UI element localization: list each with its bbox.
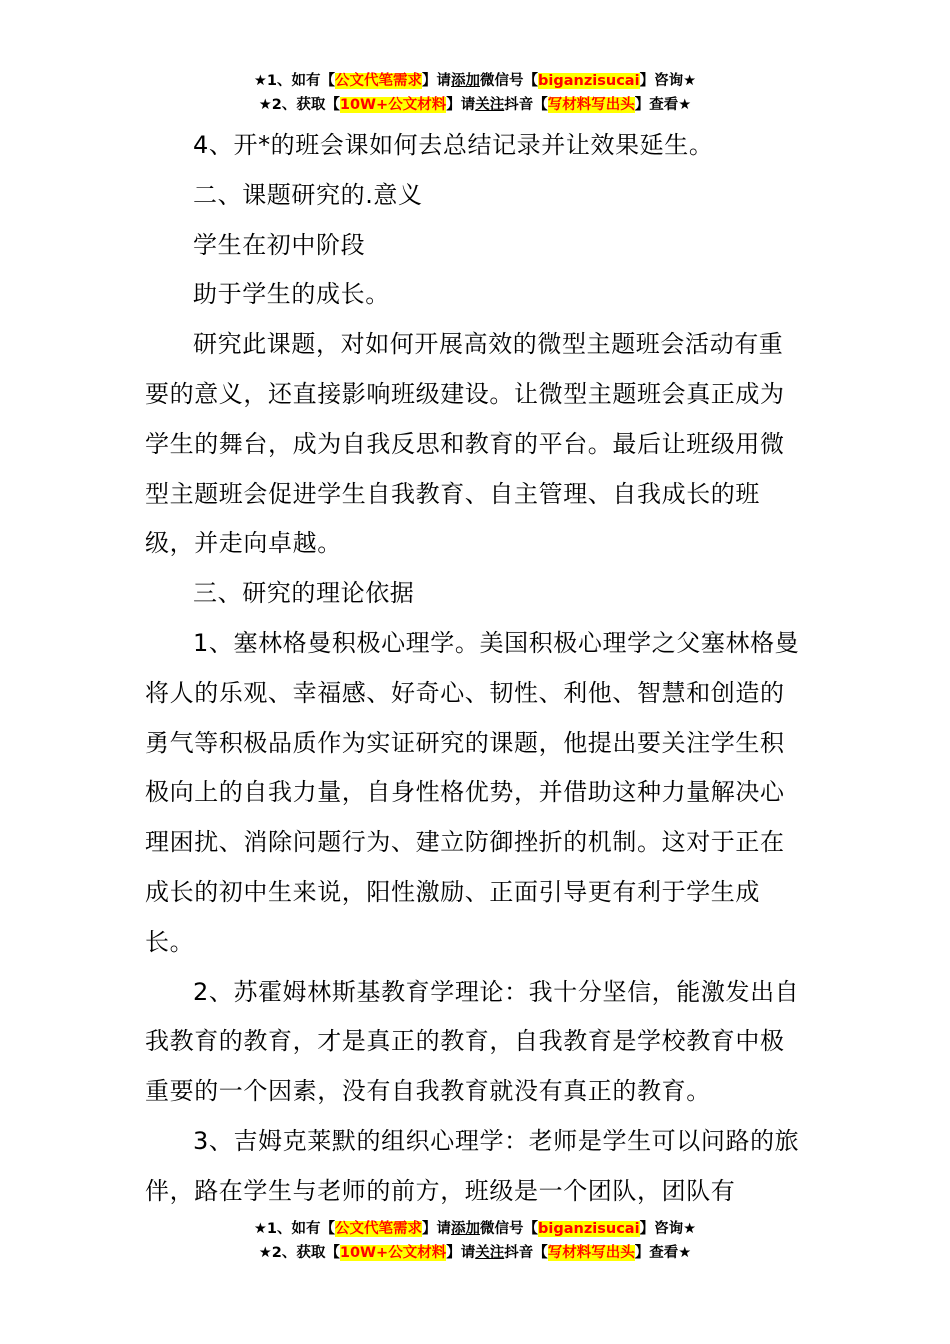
banner-line-1: ★1、如有【公文代笔需求】请添加微信号【biganzisucai】咨询★ — [253, 73, 697, 89]
banner-highlight: 写材料写出头 — [547, 1245, 635, 1261]
paragraph: 研究此课题，对如何开展高效的微型主题班会活动有重要的意义，还直接影响班级建设。让微型主题班会真正成为学生的舞台，成为自我反思和教育的平台。最后让班级用微型主题班会促进学生自我教育、自主管理、自我成长的班级，并走向卓越。 — [145, 330, 785, 558]
paragraph: 4、开*的班会课如何去总结记录并让效果延生。 — [193, 131, 714, 159]
paragraph: 学生在初中阶段 — [193, 230, 366, 259]
paragraph: 1、塞林格曼积极心理学。美国积极心理学之父塞林格曼将人的乐观、幸福感、好奇心、韧性、利他、智慧和创造的勇气等积极品质作为实证研究的课题，他提出要关注学生积极向上的自我力量，自身性格优势，并借助这种力量解决心理困扰、消除问题行为、建立防御挫折的机制。这对于正在成长的初中生来说，阳性激励、正面引导更有利于学生成长。 — [145, 628, 800, 956]
banner-highlight: 公文代笔需求 — [335, 1221, 423, 1237]
paragraph: 3、吉姆克莱默的组织心理学：老师是学生可以问路的旅伴，路在学生与老师的前方，班级是一个团队，团队有 — [145, 1126, 800, 1205]
banner-highlight: 10W+公文材料 — [339, 1245, 447, 1261]
banner-line-2: ★2、获取【10W+公文材料】请关注抖音【写材料写出头】查看★ — [258, 97, 692, 113]
banner-highlight: 写材料写出头 — [547, 97, 635, 113]
paragraph: 2、苏霍姆林斯基教育学理论：我十分坚信，能激发出自我教育的教育，才是真正的教育，自我教育是学校教育中极重要的一个因素，没有自我教育就没有真正的教育。 — [145, 977, 800, 1106]
footer-banner — [0, 1217, 950, 1265]
banner-highlight: 10W+公文材料 — [339, 97, 447, 113]
paragraph: 助于学生的成长。 — [193, 280, 390, 309]
banner-highlight: 公文代笔需求 — [335, 73, 423, 89]
banner-line-1: ★1、如有【公文代笔需求】请添加微信号【biganzisucai】咨询★ — [253, 1221, 697, 1237]
section-heading: 二、课题研究的.意义 — [193, 180, 423, 209]
banner-highlight: biganzisucai — [538, 1221, 640, 1237]
banner-line-2: ★2、获取【10W+公文材料】请关注抖音【写材料写出头】查看★ — [258, 1245, 692, 1261]
section-heading: 三、研究的理论依据 — [193, 579, 415, 608]
header-banner — [0, 69, 950, 117]
document-body — [145, 121, 805, 1217]
banner-highlight: biganzisucai — [538, 73, 640, 89]
